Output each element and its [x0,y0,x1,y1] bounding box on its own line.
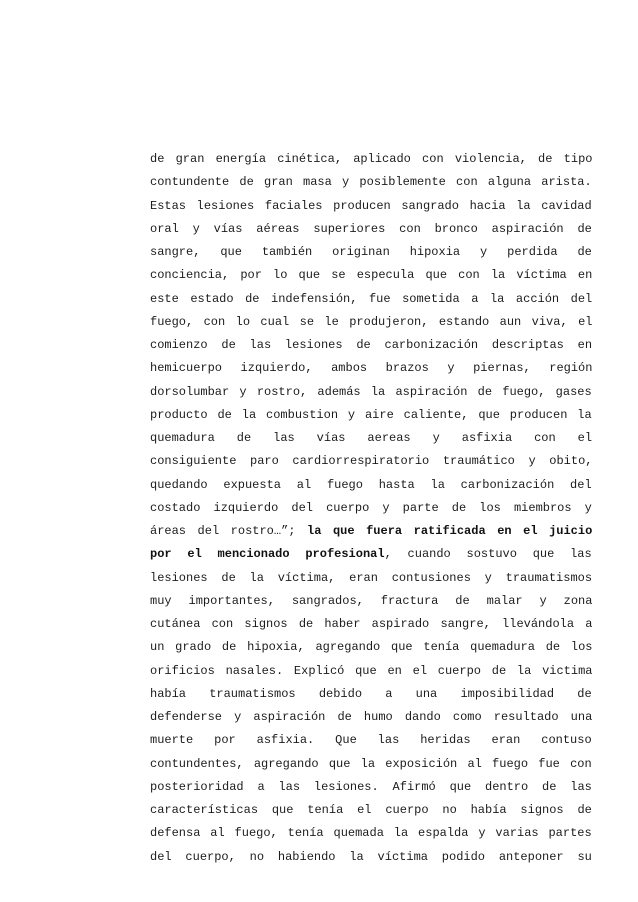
text-line: contundente de gran masa y posiblemente con alguna arista. [150,175,592,190]
text-line-mixed [150,520,592,543]
text-line: sangre, que también originan hipoxia y perdida de [150,245,592,259]
text-line: lesiones de la víctima, eran contusiones y traumatismos [150,570,592,585]
plain-text: , cuando sostuvo que las [384,547,592,562]
text-line: oral y vías aéreas superiores con bronco aspiración de [150,221,592,236]
text-line: defensa al fuego, tenía quemada la espalda y varias partes [150,826,592,841]
text-line: contundentes, agregando que la exposición al fuego fue con [150,756,592,771]
text-line: hemicuerpo izquierdo, ambos brazos y piernas, región [150,361,592,376]
text-line: características que tenía el cuerpo no había signos de [150,803,592,817]
text-line: de gran energía cinética, aplicado con violencia, de tipo [150,152,592,166]
bold-text: por el mencionado profesional [150,547,385,562]
text-line: costado izquierdo del cuerpo y parte de los miembros y [150,500,592,515]
text-line: cutánea con signos de haber aspirado sangre, llevándola a [150,617,592,631]
text-line: un grado de hipoxia, agregando que tenía quemadura de los [150,640,592,655]
body-text [150,148,592,869]
text-line: posterioridad a las lesiones. Afirmó que dentro de las [150,779,592,794]
text-line: este estado de indefensión, fue sometida a la acción del [150,291,592,306]
text-line: consiguiente paro cardiorrespiratorio traumático y obito, [150,454,592,469]
text-line: muerte por asfixia. Que las heridas eran contuso [150,733,592,748]
text-line: conciencia, por lo que se especula que con la víctima en [150,268,592,283]
plain-text: áreas del rostro…”; [150,524,308,538]
text-line: quedando expuesta al fuego hasta la carbonización del [150,477,592,492]
text-line: Estas lesiones faciales producen sangrado hacia la cavidad [150,198,592,213]
text-line-mixed [150,543,592,566]
bold-text: la que fuera ratificada en el juicio [307,524,592,538]
text-line: muy importantes, sangrados, fractura de malar y zona [150,593,592,608]
text-line: orificios nasales. Explicó que en el cuerpo de la victima [150,663,592,678]
text-line: producto de la combustion y aire caliente, que producen la [150,407,592,422]
text-line: había traumatismos debido a una imposibilidad de [150,686,592,701]
text-line: defenderse y aspiración de humo dando como resultado una [150,710,592,724]
text-line: quemadura de las vías aereas y asfixia con el [150,431,592,445]
text-line: comienzo de las lesiones de carbonización descriptas en [150,338,592,352]
text-line: dorsolumbar y rostro, además la aspiración de fuego, gases [150,384,592,399]
text-line: del cuerpo, no habiendo la víctima podido anteponer su [150,849,592,864]
text-line: fuego, con lo cual se le produjeron, estando aun viva, el [150,314,592,329]
